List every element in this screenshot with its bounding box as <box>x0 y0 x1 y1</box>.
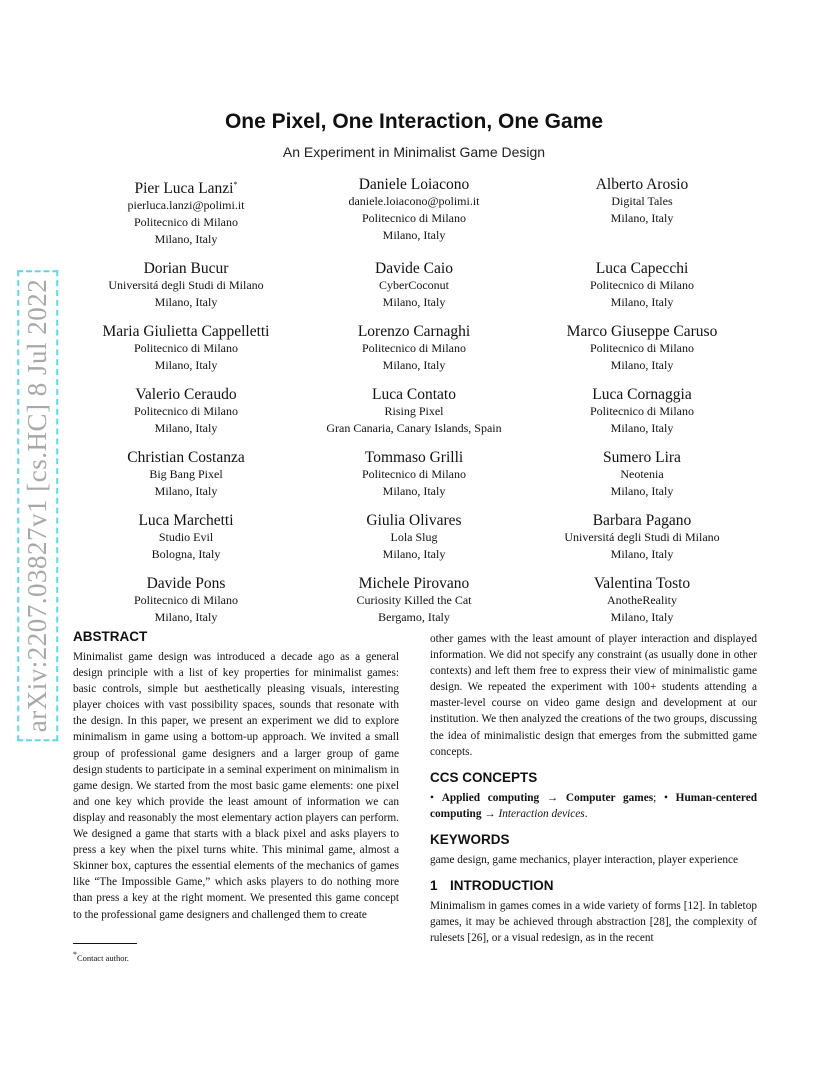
author-name-text: Maria Giulietta Cappelletti <box>102 323 270 341</box>
author-affiliation-line: Studio Evil <box>158 530 214 545</box>
author-card <box>72 323 300 374</box>
author-name <box>72 512 300 529</box>
author-affiliation-line: Milano, Italy <box>154 295 218 310</box>
author-affiliation-line: Lola Slug <box>390 530 438 545</box>
author-affiliation-line: Milano, Italy <box>382 358 446 373</box>
author-card <box>528 575 756 626</box>
author-name <box>72 176 300 197</box>
author-affiliation-line: Politecnico di Milano <box>134 404 238 419</box>
author-card <box>300 386 528 437</box>
arxiv-stamp-text: arXiv:2207.03827v1 [cs.HC] 8 Jul 2022 <box>23 274 54 735</box>
author-name-text: Luca Capecchi <box>595 260 689 278</box>
author-affiliation-line: Neotenia <box>620 467 664 482</box>
author-name <box>528 575 756 592</box>
author-card <box>72 176 300 248</box>
author-card <box>528 176 756 248</box>
author-name-text: Michele Pirovano <box>358 575 470 593</box>
author-name <box>300 575 528 592</box>
author-card <box>72 386 300 437</box>
author-card <box>300 176 528 248</box>
author-card <box>528 260 756 311</box>
author-affiliation-line: Politecnico di Milano <box>362 211 466 225</box>
ccs-end: . <box>584 807 588 820</box>
author-name <box>528 386 756 403</box>
abstract-heading: ABSTRACT <box>73 629 148 644</box>
author-affiliation-line: Milano, Italy <box>610 358 674 373</box>
ccs-heading: CCS CONCEPTS <box>430 769 538 785</box>
author-affiliation-line: Politecnico di Milano <box>134 341 238 356</box>
author-name-text: Alberto Arosio <box>595 176 689 193</box>
author-email: daniele.loiacono@polimi.it <box>348 194 480 208</box>
author-card <box>72 449 300 500</box>
author-name-text: Davide Caio <box>375 260 453 278</box>
author-affiliation-line: Milano, Italy <box>610 421 674 436</box>
author-card <box>72 512 300 563</box>
author-name <box>528 512 756 529</box>
author-name-text: Luca Contato <box>372 386 456 404</box>
author-name-text: Pier Luca Lanzi <box>134 180 234 198</box>
author-name-text: Lorenzo Carnaghi <box>357 323 471 341</box>
author-affiliation-line: AnotheReality <box>607 593 677 608</box>
ccs-bullet: • <box>430 791 434 804</box>
footnote-mark: * <box>73 950 77 959</box>
author-name-text: Davide Pons <box>146 575 226 593</box>
author-name <box>528 323 756 340</box>
author-affiliation-line: Milano, Italy <box>610 484 674 499</box>
ccs-item1-tail: Computer games <box>565 791 654 804</box>
footnote-rule <box>73 943 137 944</box>
author-name <box>528 449 756 466</box>
author-affiliation-line: Rising Pixel <box>384 404 444 419</box>
author-affiliation-line: Gran Canaria, Canary Islands, Spain <box>326 421 502 436</box>
paper-title: One Pixel, One Interaction, One Game <box>224 110 604 133</box>
author-email: pierluca.lanzi@polimi.it <box>127 198 245 213</box>
author-name <box>300 386 528 403</box>
ccs-bullet-2: • <box>663 791 668 804</box>
author-name-text: Christian Costanza <box>127 449 245 467</box>
author-card <box>300 575 528 626</box>
author-affiliation-line: Milano, Italy <box>610 295 674 310</box>
ccs-item2-bold: Human-centered computing <box>430 791 758 820</box>
author-affiliation-line: Milano, Italy <box>382 547 446 562</box>
author-card <box>300 512 528 563</box>
author-affiliation-line: Politecnico di Milano <box>590 341 694 356</box>
author-note-mark: * <box>233 180 238 189</box>
author-affiliation-line: Milano, Italy <box>154 610 218 625</box>
introduction-text: Minimalism in games comes in a wide variety of forms [12]. In tabletop games, it may be achieved through abstraction [28], the complexity of rulesets [26], or a visual redesign, as in the recent <box>430 900 757 945</box>
author-affiliation-line: Universitá degli Studi di Milano <box>564 530 720 545</box>
author-affiliation-line: Milano, Italy <box>154 484 218 499</box>
ccs-separator: ; <box>653 791 657 804</box>
author-affiliation-line: Milano, Italy <box>610 610 674 625</box>
author-affiliation-line: Politecnico di Milano <box>590 404 694 419</box>
keywords-text: game design, game mechanics, player interaction, player experience <box>430 853 739 866</box>
author-affiliation-line: Digital Tales <box>611 194 673 208</box>
author-affiliation-line: Milano, Italy <box>154 358 218 373</box>
author-name <box>300 449 528 466</box>
author-name <box>300 176 528 193</box>
author-name <box>528 176 756 193</box>
author-name <box>300 512 528 529</box>
author-affiliation-line: Politecnico di Milano <box>362 467 466 482</box>
author-name <box>72 575 300 592</box>
author-name-text: Giulia Olivares <box>366 512 462 530</box>
author-card <box>528 512 756 563</box>
ccs-concepts <box>430 790 757 822</box>
abstract-continuation: other games with the least amount of player interaction and displayed information. We did not specify any constraint (as usually done in other contexts) and left them free to express their view of minimalistic game design. We repeated the experiment with 100+ students attending a master-level course on video game design and development at our institution. We then analyzed the creations of the two groups, discussing the idea of minimalistic design that emerges from the submitted game concepts. <box>430 633 757 758</box>
author-card <box>300 323 528 374</box>
author-name-text: Luca Marchetti <box>138 512 234 530</box>
ccs-arrow: → <box>546 791 559 804</box>
author-name <box>72 260 300 277</box>
introduction-heading <box>430 878 757 893</box>
author-card <box>72 260 300 311</box>
author-affiliation-line: Milano, Italy <box>154 232 218 247</box>
footnote-text: Contact author. <box>77 952 129 963</box>
abstract-text: Minimalist game design was introduced a decade ago as a general design principle with a list of key properties for minimalist games: basic controls, simple but aesthetically pleasing visuals, interesting player choices with vast possibility spaces, sounds that resonate with the design. In this paper, we present an experiment we did to explore minimalism in game using a bottom-up approach. We invited a small group of professional game designers and a larger group of game design students to participate in a seminal experiment on minimalism in game design. We started from the most basic game elements: one pixel and one key which provide the least amount of information we can display and reasonably the most elementary action players can perform. We designed a game that starts with a black pixel and asks players to press a key when the pixel turns white. This minimal game, almost a Skinner box, captures the essential elements of the mechanics of games like “The Impossible Game,” which asks players to do nothing more than press a key at the right moment. We presented this game concept to the professional game designers and challenged them to create <box>73 651 399 921</box>
author-affiliation-line: Bologna, Italy <box>151 547 221 562</box>
author-affiliation-line: Big Bang Pixel <box>149 467 223 482</box>
author-card <box>300 260 528 311</box>
author-name-text: Marco Giuseppe Caruso <box>566 323 718 341</box>
ccs-item2-tail: Interaction devices <box>498 807 585 820</box>
author-name <box>72 386 300 403</box>
right-column <box>430 631 757 946</box>
footnote <box>73 950 129 963</box>
author-affiliation-line: Politecnico di Milano <box>134 215 238 230</box>
author-name <box>528 260 756 277</box>
left-column <box>73 629 399 923</box>
author-card <box>528 449 756 500</box>
author-name-text: Sumero Lira <box>603 449 681 467</box>
author-card <box>300 449 528 500</box>
author-affiliation-line: Milano, Italy <box>382 228 446 242</box>
author-name <box>72 323 300 340</box>
author-card <box>528 323 756 374</box>
author-affiliation-line: Universitá degli Studi di Milano <box>108 278 264 293</box>
author-name-text: Valerio Ceraudo <box>135 386 237 404</box>
author-affiliation-line: Politecnico di Milano <box>590 278 694 293</box>
author-name <box>300 260 528 277</box>
author-affiliation-line: Bergamo, Italy <box>378 610 450 625</box>
introduction-number: 1 <box>430 878 438 894</box>
author-card <box>72 575 300 626</box>
introduction-title: INTRODUCTION <box>450 878 554 894</box>
arxiv-stamp <box>18 270 58 740</box>
author-affiliation-line: Milano, Italy <box>154 421 218 436</box>
author-name-text: Barbara Pagano <box>592 512 692 530</box>
author-affiliation-line: Milano, Italy <box>382 295 446 310</box>
ccs-arrow-2: → <box>484 807 496 820</box>
keywords-heading: KEYWORDS <box>430 831 510 847</box>
author-grid <box>72 176 756 626</box>
author-card <box>528 386 756 437</box>
author-affiliation-line: CyberCoconut <box>379 278 449 293</box>
author-name <box>72 449 300 466</box>
author-name-text: Valentina Tosto <box>593 575 691 593</box>
paper-subtitle: An Experiment in Minimalist Game Design <box>282 144 546 160</box>
author-affiliation-line: Curiosity Killed the Cat <box>356 593 472 608</box>
author-name-text: Luca Cornaggia <box>592 386 692 404</box>
author-name-text: Daniele Loiacono <box>358 176 470 193</box>
author-name-text: Dorian Bucur <box>143 260 229 278</box>
author-affiliation-line: Milano, Italy <box>382 484 446 499</box>
author-name <box>300 323 528 340</box>
author-affiliation-line: Politecnico di Milano <box>134 593 238 608</box>
author-affiliation-line: Milano, Italy <box>610 547 674 562</box>
author-name-text: Tommaso Grilli <box>364 449 464 467</box>
ccs-item1-bold: Applied computing <box>441 791 540 804</box>
author-affiliation-line: Politecnico di Milano <box>362 341 466 356</box>
author-affiliation-line: Milano, Italy <box>610 211 674 225</box>
